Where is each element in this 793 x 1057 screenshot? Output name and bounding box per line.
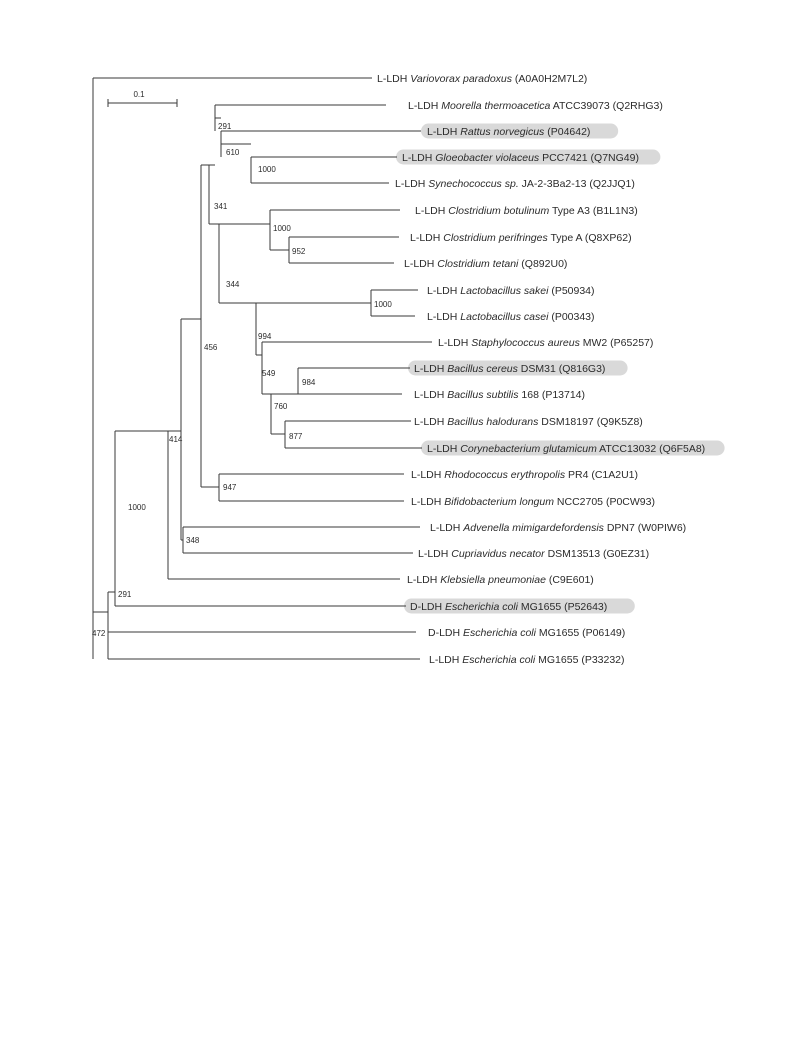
bootstrap-value: 456 (204, 343, 218, 352)
leaf-accession: MW2 (P65257) (579, 336, 654, 349)
leaf-accession: ATCC39073 (Q2RHG3) (550, 99, 663, 112)
bootstrap-labels (92, 122, 392, 638)
leaf-accession: Type A3 (B1L1N3) (549, 204, 638, 217)
leaf-label (414, 363, 605, 375)
leaf-species: Escherichia coli (463, 626, 536, 639)
leaf-prefix: L-LDH (429, 653, 463, 666)
leaf-accession: DPN7 (W0PIW6) (603, 521, 687, 534)
leaf-label (415, 205, 638, 217)
leaf-label (408, 100, 663, 112)
leaf-accession: PR4 (C1A2U1) (565, 468, 639, 481)
bootstrap-value: 1000 (128, 503, 146, 512)
leaf-label (414, 416, 643, 428)
leaf-prefix: L-LDH (407, 573, 441, 586)
leaf-accession: MG1655 (P06149) (535, 626, 626, 639)
leaf-species: Advenella mimigardefordensis (463, 521, 604, 534)
leaf-accession: (Q892U0) (518, 257, 568, 270)
leaf-species: Clostridium tetani (437, 257, 519, 270)
leaf-prefix: L-LDH (402, 151, 436, 164)
leaf-accession: (P04642) (544, 125, 591, 138)
leaf-accession: (P00343) (548, 310, 595, 323)
leaf-label (402, 152, 639, 164)
leaf-accession: (P50934) (548, 284, 595, 297)
leaf-accession: JA-2-3Ba2-13 (Q2JJQ1) (518, 177, 635, 190)
leaf-prefix: L-LDH (427, 442, 461, 455)
leaf-label (428, 627, 625, 639)
leaf-species: Escherichia coli (445, 600, 518, 613)
leaf-species: Staphylococcus aureus (471, 336, 580, 349)
leaf-label (427, 443, 705, 455)
leaf-accession: DSM13513 (G0EZ31) (544, 547, 650, 560)
leaf-prefix: L-LDH (430, 521, 464, 534)
leaf-prefix: L-LDH (411, 495, 445, 508)
leaf-label (377, 73, 587, 85)
leaf-prefix: L-LDH (411, 468, 445, 481)
leaf-prefix: L-LDH (404, 257, 438, 270)
leaf-accession: ATCC13032 (Q6F5A8) (596, 442, 706, 455)
leaf-species: Synechococcus sp. (428, 177, 519, 190)
bootstrap-value: 994 (258, 332, 272, 341)
leaf-prefix: D-LDH (410, 600, 446, 613)
leaf-prefix: L-LDH (415, 204, 449, 217)
bootstrap-value: 291 (118, 590, 132, 599)
leaf-label (411, 496, 655, 508)
leaf-label (410, 601, 607, 613)
leaf-species: Cupriavidus necator (451, 547, 545, 560)
bootstrap-value: 952 (292, 247, 306, 256)
leaf-species: Bacillus halodurans (447, 415, 539, 428)
bootstrap-value: 291 (218, 122, 232, 131)
bootstrap-value: 472 (92, 629, 106, 638)
leaf-species: Lactobacillus casei (460, 310, 549, 323)
leaf-prefix: L-LDH (414, 388, 448, 401)
leaf-prefix: L-LDH (438, 336, 472, 349)
leaf-species: Klebsiella pneumoniae (440, 573, 546, 586)
leaf-label (407, 574, 594, 586)
leaf-label (427, 126, 590, 138)
leaf-accession: PCC7421 (Q7NG49) (539, 151, 639, 164)
leaf-label (411, 469, 638, 481)
leaf-prefix: L-LDH (410, 231, 444, 244)
leaf-species: Clostridium perifringes (443, 231, 548, 244)
leaf-prefix: D-LDH (428, 626, 464, 639)
leaf-accession: (C9E601) (545, 573, 594, 586)
bootstrap-value: 610 (226, 148, 240, 157)
bootstrap-value: 984 (302, 378, 316, 387)
leaf-prefix: L-LDH (418, 547, 452, 560)
leaf-label (438, 337, 653, 349)
bootstrap-value: 414 (169, 435, 183, 444)
leaf-prefix: L-LDH (395, 177, 429, 190)
leaf-species: Rhodococcus erythropolis (444, 468, 566, 481)
bootstrap-value: 341 (214, 202, 228, 211)
leaf-prefix: L-LDH (427, 310, 461, 323)
leaf-species: Rattus norvegicus (460, 125, 545, 138)
leaf-species: Bacillus subtilis (447, 388, 519, 401)
leaf-species: Moorella thermoacetica (441, 99, 551, 112)
leaf-accession: NCC2705 (P0CW93) (554, 495, 655, 508)
leaf-accession: DSM18197 (Q9K5Z8) (538, 415, 643, 428)
bootstrap-value: 1000 (258, 165, 276, 174)
leaf-accession: MG1655 (P52643) (517, 600, 608, 613)
leaf-prefix: L-LDH (408, 99, 442, 112)
leaf-label (404, 258, 567, 270)
leaf-label (427, 311, 595, 323)
leaf-label (430, 522, 686, 534)
leaf-label (414, 389, 585, 401)
leaf-species: Lactobacillus sakei (460, 284, 549, 297)
scale-bar (108, 90, 177, 107)
leaf-accession: 168 (P13714) (518, 388, 586, 401)
scale-bar-label: 0.1 (133, 90, 145, 99)
leaf-species: Corynebacterium glutamicum (460, 442, 597, 455)
bootstrap-value: 549 (262, 369, 276, 378)
leaf-prefix: L-LDH (414, 362, 448, 375)
leaf-label (418, 548, 649, 560)
leaf-accession: MG1655 (P33232) (535, 653, 625, 666)
leaf-accession: DSM31 (Q816G3) (517, 362, 606, 375)
leaf-label (427, 285, 595, 297)
leaf-label (395, 178, 635, 190)
leaf-species: Bacillus cereus (447, 362, 518, 375)
leaf-prefix: L-LDH (414, 415, 448, 428)
bootstrap-value: 877 (289, 432, 303, 441)
leaf-accession: (A0A0H2M7L2) (512, 72, 588, 85)
leaf-species: Gloeobacter violaceus (435, 151, 540, 164)
bootstrap-value: 947 (223, 483, 237, 492)
bootstrap-value: 1000 (374, 300, 392, 309)
bootstrap-value: 348 (186, 536, 200, 545)
leaf-label (410, 232, 632, 244)
leaf-species: Bifidobacterium longum (444, 495, 554, 508)
bootstrap-value: 1000 (273, 224, 291, 233)
bootstrap-value: 760 (274, 402, 288, 411)
leaf-prefix: L-LDH (427, 284, 461, 297)
leaf-species: Escherichia coli (462, 653, 536, 666)
bootstrap-value: 344 (226, 280, 240, 289)
leaf-accession: Type A (Q8XP62) (547, 231, 632, 244)
leaf-species: Variovorax paradoxus (410, 72, 513, 85)
leaf-label (429, 654, 625, 666)
leaf-prefix: L-LDH (427, 125, 461, 138)
leaf-species: Clostridium botulinum (448, 204, 550, 217)
leaf-prefix: L-LDH (377, 72, 411, 85)
